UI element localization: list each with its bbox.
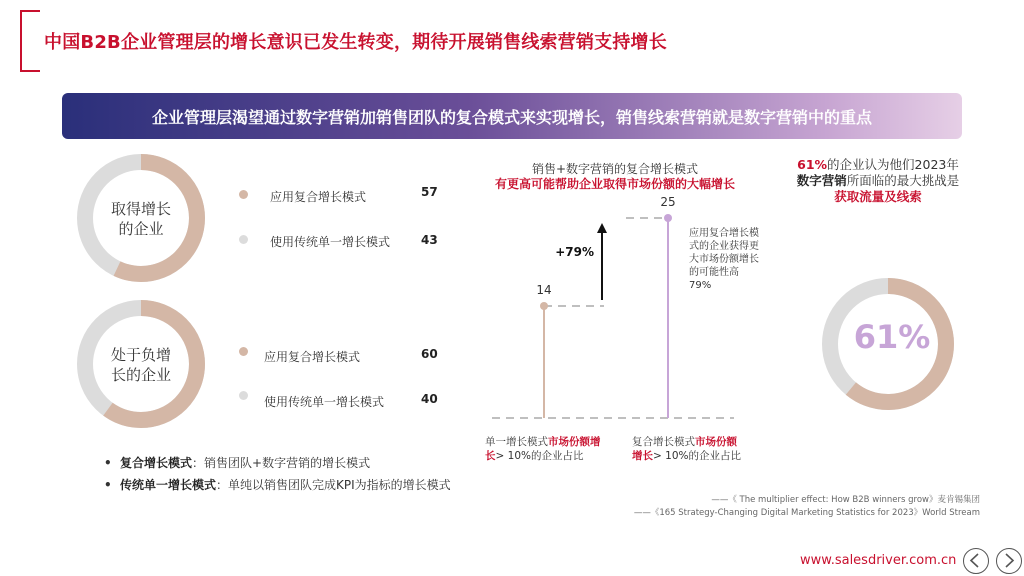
legend-label-composite: 应用复合增长模式 xyxy=(264,350,361,364)
stat-line1 xyxy=(778,157,978,173)
legend-dot-composite xyxy=(239,190,248,199)
caption-text: > 10%的企业占比 xyxy=(495,450,584,462)
note-term: 传统单一增长模式 xyxy=(120,478,217,492)
legend-value-composite: 60 xyxy=(421,347,438,361)
stat-text: 的企业认为他们2023年 xyxy=(827,157,959,172)
page-title: 中国B2B企业管理层的增长意识已发生转变，期待开展销售线索营销支持增长 xyxy=(44,32,667,53)
legend-value-single: 40 xyxy=(421,392,438,406)
stat-headline xyxy=(778,157,978,205)
chevron-right-icon xyxy=(997,549,1020,572)
caption-highlight: 增长 xyxy=(632,450,653,462)
stat-text: 所面临的最大挑战是 xyxy=(846,173,960,188)
legend-label-single: 使用传统单一增长模式 xyxy=(270,235,391,249)
value-label-single: 14 xyxy=(536,283,552,297)
donut-label-line2: 的企业 xyxy=(118,220,164,238)
donut-label-negative-growth xyxy=(91,345,191,385)
source-line: ——《 The multiplier effect: How B2B winners grow》麦肯锡集团 xyxy=(711,495,980,505)
note-item xyxy=(104,452,464,474)
note-desc: ：单纯以销售团队完成KPI为指标的增长模式 xyxy=(216,478,451,492)
note-desc: ：销售团队+数字营销的增长模式 xyxy=(192,456,371,470)
caption-highlight: 市场份额 xyxy=(695,436,737,448)
point-single xyxy=(540,302,548,310)
chart-title xyxy=(470,162,760,192)
note-term: 复合增长模式 xyxy=(120,456,193,470)
percent-value: 61% xyxy=(853,318,931,356)
legend-label-composite: 应用复合增长模式 xyxy=(270,190,367,204)
caption-single xyxy=(485,435,605,463)
previous-button[interactable] xyxy=(963,548,989,574)
growth-comparison-chart xyxy=(480,190,740,430)
chevron-left-icon xyxy=(964,549,987,572)
donut-label-growth xyxy=(91,199,191,239)
next-button[interactable] xyxy=(996,548,1022,574)
website-link[interactable]: www.salesdriver.com.cn xyxy=(800,553,957,568)
stat-line2 xyxy=(778,173,978,189)
legend-value-composite: 57 xyxy=(421,185,438,199)
legend-dot-single xyxy=(239,235,248,244)
increase-label: +79% xyxy=(555,245,594,259)
caption-text: > 10%的企业占比 xyxy=(653,450,741,462)
legend-dot-single xyxy=(239,391,248,400)
legend-label-single: 使用传统单一增长模式 xyxy=(264,395,385,409)
headline-banner xyxy=(62,93,962,139)
stat-highlight: 61% xyxy=(797,157,828,172)
note-item xyxy=(104,474,464,496)
bullet: • xyxy=(104,456,112,470)
source-line: ——《165 Strategy-Changing Digital Marketing Statistics for 2023》World Stream xyxy=(633,508,980,518)
donut-label-line2: 长的企业 xyxy=(110,366,171,384)
chart-title-line1: 销售+数字营销的复合增长模式 xyxy=(531,162,699,176)
legend-value-single: 43 xyxy=(421,233,438,247)
stat-line3: 获取流量及线索 xyxy=(834,189,922,204)
donut-label-line1: 处于负增 xyxy=(110,346,171,364)
bullet: • xyxy=(104,478,112,492)
chart-annotation: 应用复合增长模式的企业获得更大市场份额增长的可能性高79% xyxy=(689,228,759,291)
value-label-composite: 25 xyxy=(660,195,676,209)
definition-notes xyxy=(104,452,464,496)
caption-highlight: 长 xyxy=(485,450,496,462)
banner-text: 企业管理层渴望通过数字营销加销售团队的复合模式来实现增长，销售线索营销就是数字营销中的重点 xyxy=(151,107,872,127)
chart-title-line2: 有更高可能帮助企业取得市场份额的大幅增长 xyxy=(494,177,735,191)
caption-composite xyxy=(632,435,752,463)
source-citations xyxy=(600,494,980,520)
caption-text: 单一增长模式 xyxy=(485,436,548,448)
legend-dot-composite xyxy=(239,347,248,356)
stat-bold: 数字营销 xyxy=(796,173,847,188)
caption-text: 复合增长模式 xyxy=(632,436,695,448)
point-composite xyxy=(664,214,672,222)
caption-highlight: 市场份额增 xyxy=(548,436,601,448)
increase-arrow-head xyxy=(597,223,607,233)
donut-label-line1: 取得增长 xyxy=(110,200,171,218)
